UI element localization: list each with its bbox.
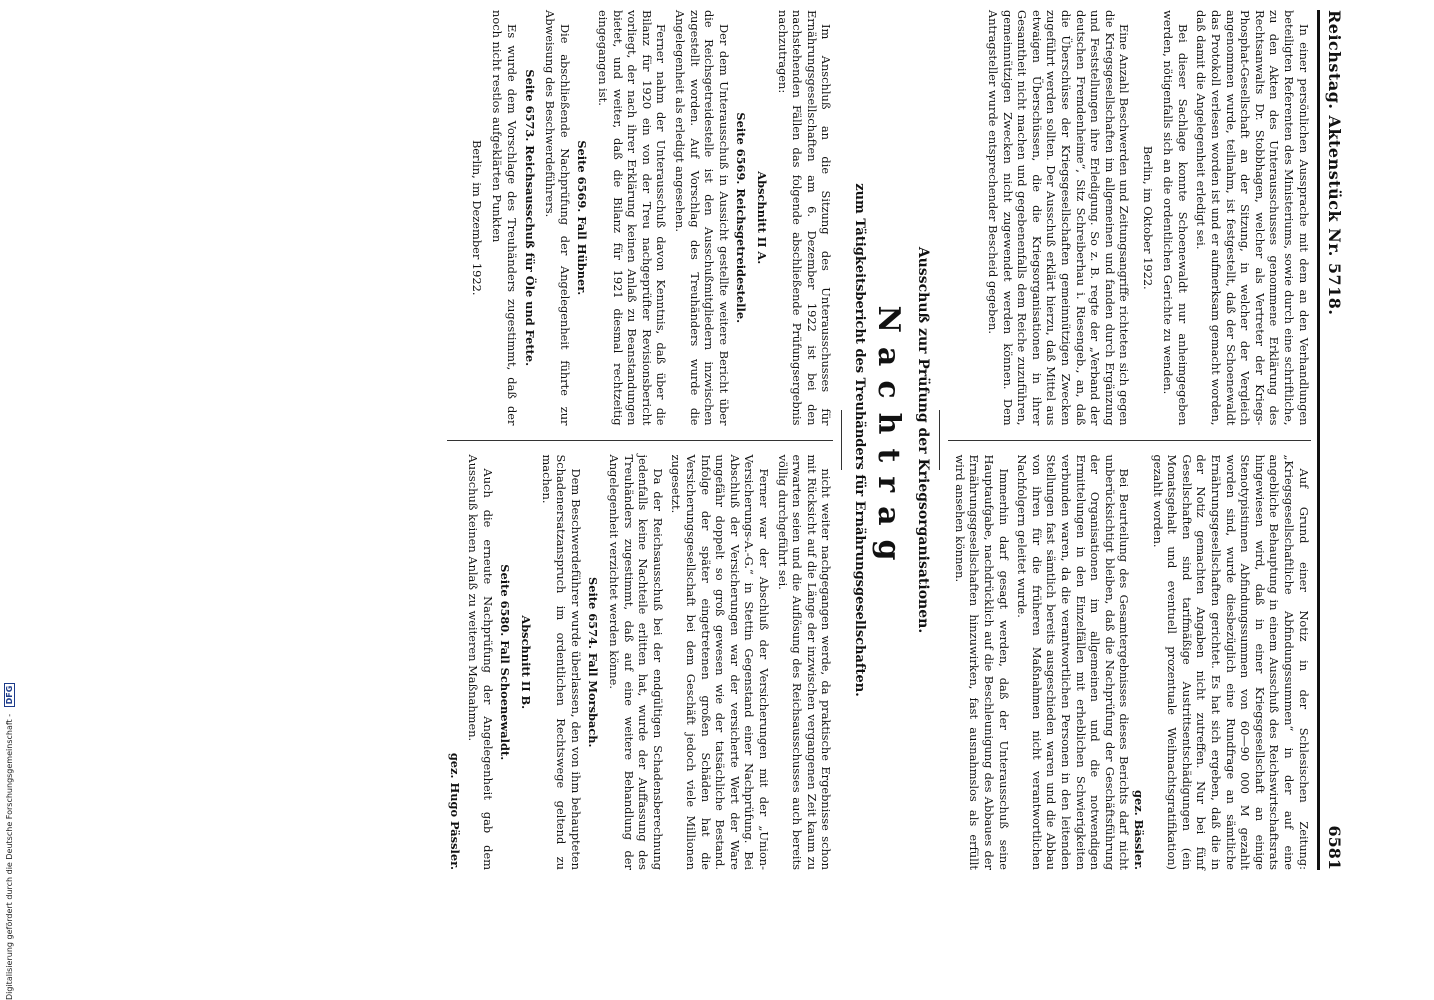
mid-left-column [948, 10, 1131, 426]
separator-rule [841, 410, 842, 470]
paragraph: nicht weiter nachgegangen werde, da praktische Ergebnisse schon mit Rücksicht auf die Länge der inzwischen vergangenen Zeit kaum zu erwarten seien und die Auflösung des Reichsausschusses auch bereits völlig durchgeführt sei. [775, 454, 834, 870]
column-divider [447, 440, 833, 441]
page-header [1317, 10, 1344, 870]
case-heading: Seite 6573. Reichsausschuß für Öle und Fette. [522, 69, 537, 367]
dfg-logo: DFG [4, 683, 15, 708]
paragraph: Auf Grund einer Notiz in der Schlesischen Zeitung: „Kriegsgesellschaftliche Abfindungssummen“ in der auf eine angebliche Behauptung in einem Ausschuß des Reichswirtschaftsrats hingewiesen wird, daß in einer Kriegsgesellschaft an einige Stenotypistinnen Abfindungssummen von 60—90 000 M gezahlt worden sind, wurde diesbezüglich eine Rundfrage an sämtliche Ernährungsgesellschaften gerichtet. Es hat sich ergeben, daß die in der Notiz gemachten Angaben nicht zutreffen. Nur bei fünf Gesellschaften sind tarifmäßige Austrittsentschädigungen (ein Monatsgehalt und eventuell prozentuale Weihnachtsgratifikation) gezahlt worden. [1150, 454, 1311, 870]
page-number: 6581 [1325, 825, 1344, 870]
nachtrag-right-column [447, 455, 833, 871]
signature: gez. Hugo Pässler. [447, 752, 462, 870]
digitization-note [4, 683, 15, 1000]
section-heading: Abschnitt II A. [754, 171, 769, 265]
paragraph: Ferner nahm der Unterausschuß davon Kenntnis, daß über die Bilanz für 1920 ein von der Treu nachgeprüfter Revisionsbericht vorliegt, der nach ihrer Erklärung keinen Anlaß zu Beanstandungen bietet, und weiter, daß die Bilanz für 1921 diesmal rechtzeitig eingegangen ist. [596, 10, 669, 426]
document-sheet [150, 0, 1350, 880]
case-heading: Seite 6574. Fall Morsbach. [586, 576, 601, 748]
separator-rule [939, 410, 940, 470]
paragraph: Bei Beurteilung des Gesamtergebnisses dieses Berichts darf nicht unberücksichtigt bleiben, daß die Nachprüfung der Geschäftsführung der Organisationen im allgemeinen und die notwendigen Ermittelungen in den Einzelfällen mit erheblichen Schwierigkeiten verbunden waren, da die verantwortlichen Personen in den leitenden Stellungen fast sämtlich bereits ausgeschieden waren und die Abbau von ihren für die früheren Maßnahmen nicht verantwortlichen Nachfolgern geleitet wurde. [1015, 454, 1132, 870]
digitization-note-text: Digitalisierung gefördert durch die Deutsche Forschungsgemeinschaft - [5, 713, 14, 1000]
paragraph: Eine Anzahl Beschwerden und Zeitungsangriffe richteten sich gegen die Kriegsgesellschaften im allgemeinen und fanden durch Ergänzung und Feststellungen ihre Erledigung. So z. B. regte der „Verband der deutschen Fremdenheime“, Sitz Schreiberhau i. Riesengeb., an, daß die Überschüsse der Kriegsgesellschaften gemeinnützigen Zwecken zugeführt werden sollten. Der Ausschuß erklärt hierzu, daß Mittel aus etwaigen Überschüssen, die die Kriegsorganisationen in ihrer Gesamtheit nicht machen und gegebenenfalls dem Reiche zuzuführen, gemeinnützigen Zwecken nicht zugewendet werden können. Dem Antragsteller wurde entsprechender Bescheid gegeben. [986, 10, 1132, 426]
mid-section [948, 10, 1131, 870]
paragraph: Immerhin darf gesagt werden, daß der Unterausschuß seine Hauptaufgabe, nachdrücklich auf die Beschleunigung des Abbaues der Ernährungsgesellschaften hinzuwirken, fast ausnahmslos als erfüllt wird ansehen können. [952, 454, 1011, 870]
column-divider [948, 440, 1131, 441]
top-section [1131, 10, 1310, 870]
paragraph: In einer persönlichen Aussprache mit dem an den Verhandlungen beteiligten Referenten des Ministeriums, sowie durch eine schriftliche, zu den Akten des Unterausschusses genommene Erklärung des Rechtsanwalts Dr. Stobbhagen, welcher als Vertreter der Kriegs-Phosphat-Gesellschaft an der Sitzung, in welcher der Vergleich angenommen wurde, teilnahm, ist festgestellt, daß der Schoenewaldt das Protokoll verlesen worden ist und er aufmerksam gemacht worden, daß damit die Angelegenheit erledigt sei. [1194, 10, 1311, 426]
date-line: Berlin, im Dezember 1922. [469, 139, 484, 296]
top-right-column [1131, 455, 1310, 871]
nachtrag-subtitle: zum Tätigkeitsbericht des Treuhänders für Ernährungsgesellschaften. [851, 183, 867, 697]
paragraph: Dem Beschwerdeführer wurde überlassen, den von ihm behaupteten Schadenersatzanspruch im ordentlichen Rechtswege geltend zu machen. [539, 454, 583, 870]
nachtrag-left-column [447, 10, 833, 426]
case-heading: Seite 6569. Reichsgetreidestelle. [734, 112, 749, 324]
paragraph: Der dem Unterausschuß in Aussicht gestellte weitere Bericht über die Reichsgetreidestelle ist den Ausschußmitgliedern inzwischen zugestellt worden. Auf Vorschlag des Treuhänders wurde die Angelegenheit als erledigt angesehen. [673, 10, 731, 426]
nachtrag-section [447, 10, 833, 870]
case-heading: Seite 6569. Fall Hübner. [575, 140, 590, 296]
signature: gez. Bässler. [1132, 790, 1146, 870]
case-heading: Seite 6580. Fall Schoenewaldt. [498, 564, 513, 761]
paragraph: Ferner war der Abschluß der Versicherungen mit der „Union-Versicherungs-A.-G.“ in Stettin Gegenstand einer Nachprüfung. Bei Abschluß der Versicherungen war der versicherte Wert der Ware ungefähr doppelt so groß gewesen wie der tatsächliche Bestand. Infolge der später eingetretenen großen Schäden hat die Versicherungsgesellschaft bei dem Geschäft jedoch viele Millionen zugesetzt. [669, 454, 771, 870]
column-divider [1131, 440, 1310, 441]
mid-right-column [948, 455, 1131, 871]
rotated-page [150, 0, 1350, 880]
paragraph: Bei dieser Sachlage konnte Schoenewaldt nur anheimgegeben werden, nötigenfalls sich an die ordentlichen Gerichte zu wenden. [1161, 10, 1190, 426]
paragraph: Auch die erneute Nachprüfung der Angelegenheit gab dem Ausschuß keinen Anlaß zu weiteren Maßnahmen. [466, 454, 495, 870]
paragraph: Im Anschluß an die Sitzung des Unterausschusses für Ernährungsgesellschaften am 6. Dezember 1922 ist bei den nachstehenden Fällen das folgende abschließende Prüfungsergebnis nachzutragen: [775, 10, 834, 426]
section-heading: Abschnitt II B. [519, 615, 534, 710]
paragraph: Da der Reichsausschuß bei der endgültigen Schadensberechnung jedenfalls keine Nachteile erlitten hat, wurde der Auffassung des Treuhänders zugestimmt, daß auf eine weitere Behandlung der Angelegenheit verzichtet werden könne. [607, 454, 665, 870]
page-header-title: Reichstag. Aktenstück Nr. 5718. [1325, 10, 1344, 316]
committee-heading: Ausschuß zur Prüfung der Kriegsorganisationen. [915, 246, 932, 634]
nachtrag-title: Nachtrag [871, 305, 907, 575]
top-left-column [1131, 10, 1310, 426]
paragraph: Es wurde dem Vorschlage des Treuhänders zugestimmt, daß der noch nicht restlos aufgeklärten Punkten [490, 10, 520, 426]
paragraph: Die abschließende Nachprüfung der Angelegenheit führte zur Abweisung des Beschwerdeführers. [543, 10, 572, 426]
date-line: Berlin, im Oktober 1922. [1140, 145, 1155, 290]
